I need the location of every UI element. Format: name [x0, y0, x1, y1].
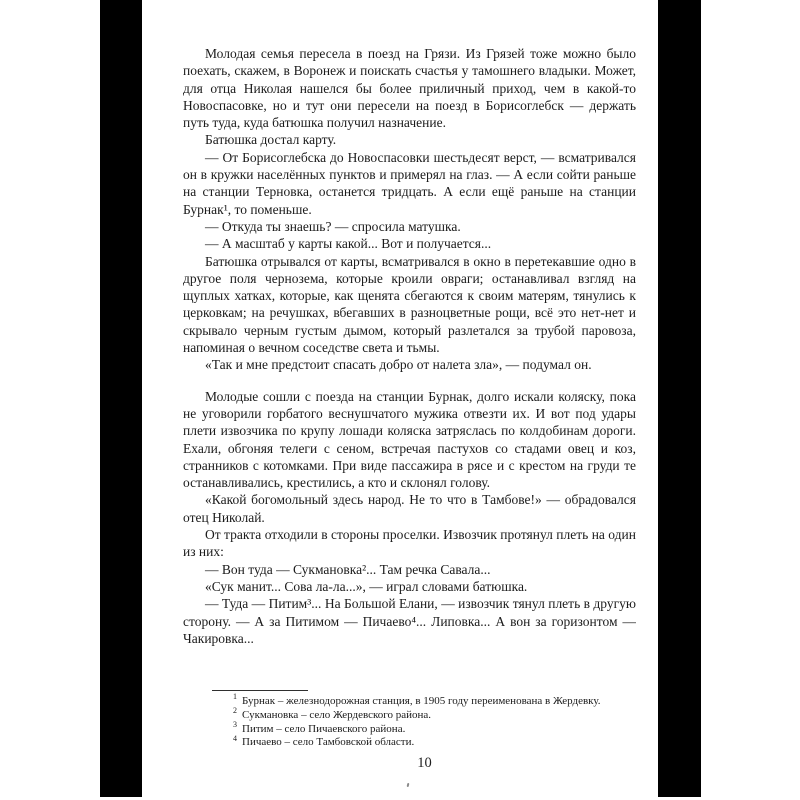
paragraph: — От Борисоглебска до Новоспасовки шестьдесят верст, — всматривался он в кружки населённых пунктов и примерял на глаз. — А если сойти раньше на станции Терновка, останется тридцать. А если ещё раньше на станции Бурнак¹, то поменьше. — [183, 149, 636, 217]
paragraph: Молодая семья пересела в поезд на Грязи. Из Грязей тоже можно было поехать, скажем, в Воронеж и поискать счастья у тамошнего владыки. Может, для отца Николая нашелся бы более приличный приход, чем в какой-то Новоспасовке, но и тут они пересели на поезд в Борисоглебск — держать путь туда, куда батюшка получил назначение. — [183, 46, 636, 131]
paragraph: Молодые сошли с поезда на станции Бурнак, долго искали коляску, пока не уговорили горбатого веснушчатого мужика отвезти их. И вот под удары плети извозчика по крупу лошади коляска затряслась по колдобинам дороги. Ехали, обгоняя телеги с сеном, встречая пастухов со стадами овец и коз, странников с котомками. При виде пассажира в рясе и с крестом на груди те останавливались, крестились, а кто и склонял голову. — [183, 388, 636, 491]
photo-black-edge-left — [100, 0, 142, 797]
footnote-item — [183, 692, 636, 709]
footnotes-block — [183, 692, 636, 750]
paragraph: Батюшка достал карту. — [205, 132, 337, 148]
footnote-number: 3 — [233, 719, 237, 729]
page-number: 10 — [417, 755, 432, 771]
paragraph: Батюшка отрывался от карты, всматривался в окно в перетекавшие одно в другое поля чернозема, которые кроили овраги; останавливал взгляд на щуплых хатках, которые, как щенята сбегаются к своим матерям, тянулись к церковкам; на речушках, вбегавших в разноцветные рощи, всё это нет-нет и скрывало черным густым дымом, который разлетался за трубой паровоза, напоминая о вечном соседстве света и тьмы. — [183, 253, 636, 356]
paragraph: — Откуда ты знаешь? — спросила матушка. — [205, 218, 461, 234]
body-text — [183, 45, 636, 687]
photo-black-edge-right — [658, 0, 701, 797]
scan-speck — [407, 783, 410, 787]
footnote-number: 2 — [233, 706, 237, 716]
paragraph: «Так и мне предстоит спасать добро от налета зла», — подумал он. — [205, 357, 592, 373]
paragraph: — Вон туда — Сукмановка²... Там речка Савала... — [205, 561, 491, 577]
footnote-item — [183, 706, 636, 723]
paragraph: «Какой богомольный здесь народ. Не то что в Тамбове!» — обрадовался отец Николай. — [183, 492, 636, 525]
footnote-separator — [212, 690, 308, 691]
footnote-item — [183, 733, 636, 750]
footnote-text: Питим – село Пичаевского района. — [242, 722, 406, 735]
footnote-text: Сукмановка – село Жердевского района. — [242, 708, 432, 721]
paragraph: — Туда — Питим³... На Большой Елани, — извозчик тянул плеть в другую сторону. — А за Питимом — Пичаево⁴... Липовка... А вон за горизонтом — Чакировка... — [183, 596, 636, 646]
paragraph: От тракта отходили в стороны проселки. Извозчик протянул плеть на один из них: — [183, 527, 636, 560]
paragraph: «Сук манит... Сова ла-ла...», — играл словами батюшка. — [205, 578, 528, 594]
paragraph: — А масштаб у карты какой... Вот и получается... — [205, 236, 492, 252]
footnote-number: 4 — [233, 733, 237, 743]
footnote-item — [183, 719, 636, 737]
footnote-number: 1 — [233, 692, 237, 702]
footnote-text: Пичаево – село Тамбовской области. — [242, 736, 415, 749]
footnote-text: Бурнак – железнодорожная станция, в 1905 году переименована в Жердевку. — [242, 695, 601, 707]
